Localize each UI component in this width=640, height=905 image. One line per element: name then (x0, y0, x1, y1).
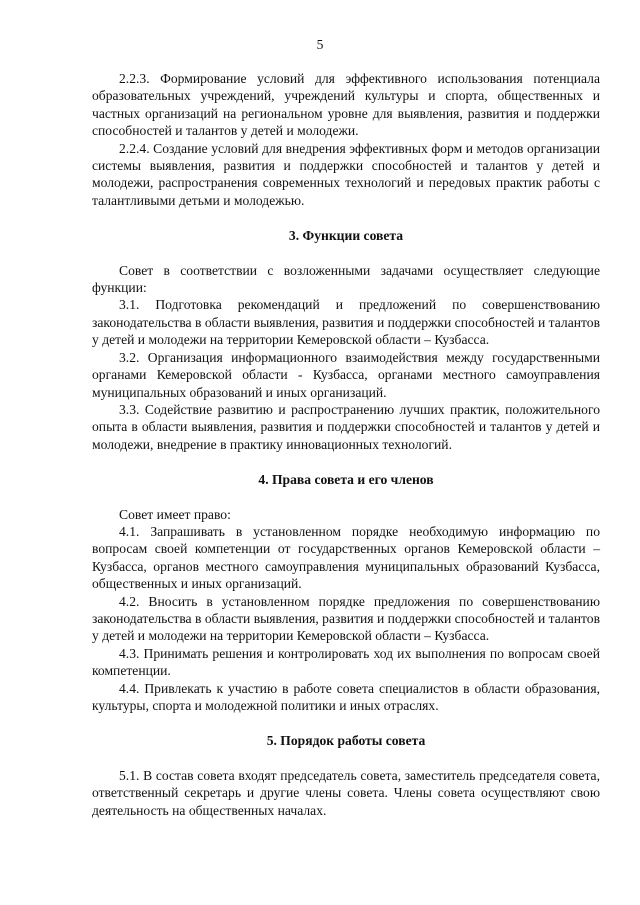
paragraph-4-2: 4.2. Вносить в установленном порядке предложения по совершенствованию законодательства в области выявления, развития и поддержки способностей и талантов у детей и молодежи на территории Кемеровской области – Кузбасса. (92, 593, 600, 644)
document-body (92, 70, 600, 819)
section-5-heading: 5. Порядок работы совета (266, 733, 426, 749)
paragraph-2-2-3: 2.2.3. Формирование условий для эффективного использования потенциала образовательных учреждений, учреждений культуры и спорта, общественных и частных организаций на региональном уровне для выявления, развития и поддержки способностей и талантов у детей и молодежи. (92, 71, 600, 139)
paragraph-2-2-4: 2.2.4. Создание условий для внедрения эффективных форм и методов организации системы выявления, развития и поддержки способностей и талантов у детей и молодежи, распространения современных технологий и передовых практик работы с талантливыми детьми и молодежью. (92, 140, 600, 208)
paragraph-3-2: 3.2. Организация информационного взаимодействия между государственными органами Кемеровской области - Кузбасса, органами местного самоуправления муниципальных образований и иных организаций. (92, 349, 600, 400)
spacer (92, 453, 600, 471)
section-4-intro: Совет имеет право: (119, 506, 231, 522)
page-number: 5 (316, 37, 324, 52)
paragraph-3-3: 3.3. Содействие развитию и распространению лучших практик, положительного опыта в области выявления, развития и поддержки способностей и талантов у детей и молодежи, внедрение в практику инновационных технологий. (92, 401, 600, 452)
paragraph-5-1: 5.1. В состав совета входят председатель совета, заместитель председателя совета, ответственный секретарь и другие члены совета. Члены совета осуществляют свою деятельность на общественных началах. (92, 767, 600, 818)
spacer (92, 489, 600, 506)
section-3-heading: 3. Функции совета (288, 228, 404, 244)
section-4-heading: 4. Права совета и его членов (258, 472, 434, 488)
spacer (92, 209, 600, 227)
section-3-intro: Совет в соответствии с возложенными задачами осуществляет следующие функции: (92, 262, 600, 296)
spacer (92, 750, 600, 767)
paragraph-4-4: 4.4. Привлекать к участию в работе совета специалистов в области образования, культуры, спорта и молодежной политики и иных отраслях. (92, 680, 600, 713)
paragraph-4-3: 4.3. Принимать решения и контролировать ход их выполнения по вопросам своей компетенции. (92, 645, 600, 679)
spacer (92, 245, 600, 262)
paragraph-4-1: 4.1. Запрашивать в установленном порядке необходимую информацию по вопросам своей компетенции от государственных органов Кемеровской области – Кузбасса, органов местного самоуправления муниципальных образований Кузбасса, общественных и иных организаций. (92, 523, 600, 592)
paragraph-3-1: 3.1. Подготовка рекомендаций и предложений по совершенствованию законодательства в области выявления, развития и поддержки способностей и талантов у детей и молодежи на территории Кемеровской области – Кузбасса. (92, 297, 600, 348)
spacer (92, 714, 600, 732)
